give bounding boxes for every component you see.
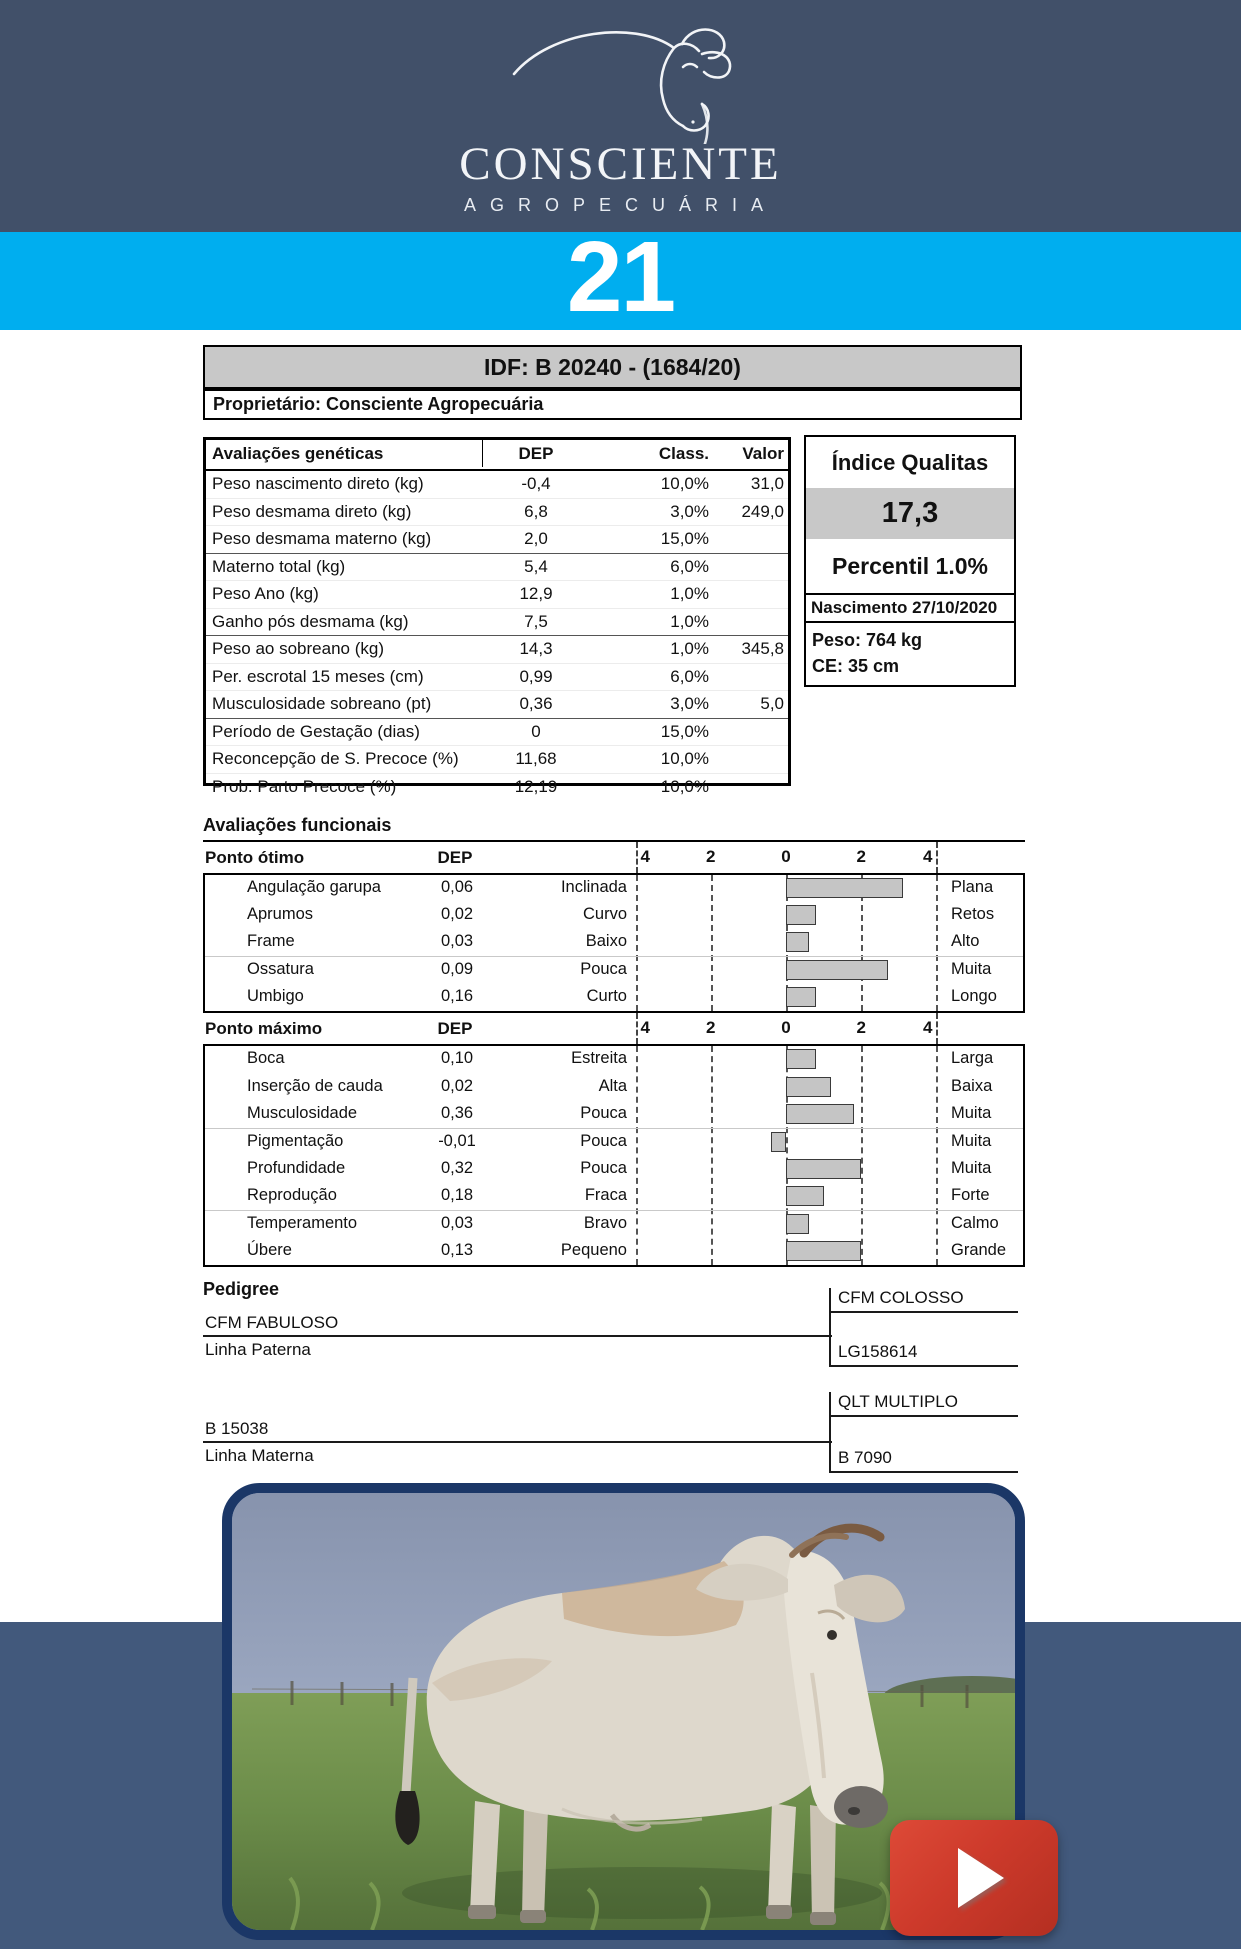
chart-cell: 0,16 xyxy=(440,987,474,1006)
chart-cell: Longo xyxy=(951,987,997,1006)
birth-date: Nascimento 27/10/2020 xyxy=(806,593,1014,621)
axis-tick-label: 4 xyxy=(640,1018,650,1038)
chart-row xyxy=(205,1238,1023,1265)
pedigree-sire: CFM FABULOSO xyxy=(205,1313,339,1332)
chart-cell: 0,02 xyxy=(440,1076,474,1095)
pedigree-maternal-grandsire: QLT MULTIPLO xyxy=(838,1392,958,1411)
genetics-cell: 5,4 xyxy=(524,556,548,576)
pedigree-maternal-granddam: B 7090 xyxy=(838,1448,892,1467)
genetics-cell: 15,0% xyxy=(660,529,709,549)
genetics-header-divider xyxy=(482,440,483,467)
chart-box xyxy=(203,873,1025,1013)
axis-tick-label: 2 xyxy=(856,847,866,866)
chart-bar xyxy=(786,960,888,980)
axis-tick-label: 0 xyxy=(781,1018,791,1038)
chart-cell: Pigmentação xyxy=(247,1131,344,1150)
weight-value: Peso: 764 kg xyxy=(812,630,923,650)
chart-cell: Alta xyxy=(598,1076,627,1095)
pedigree-paternal-grandsire: CFM COLOSSO xyxy=(838,1288,964,1307)
pedigree-line xyxy=(830,1471,1018,1473)
pedigree-connector xyxy=(829,1288,831,1367)
genetics-row xyxy=(206,471,788,499)
chart-cell: Muita xyxy=(951,960,992,979)
axis-tick-label: 2 xyxy=(856,1018,866,1038)
genetics-cell: Peso ao sobreano (kg) xyxy=(212,639,384,659)
chart-cell: 0,02 xyxy=(440,905,474,924)
chart-section-title: Ponto máximo xyxy=(205,1019,323,1039)
chart-dep-header: DEP xyxy=(437,848,473,867)
genetics-cell: 6,8 xyxy=(524,501,548,521)
chart-bar xyxy=(786,1159,861,1179)
genetics-cell: 2,0 xyxy=(524,529,548,549)
genetics-cell: Peso nascimento direto (kg) xyxy=(212,474,424,493)
indice-qualitas-box xyxy=(804,435,1016,687)
pedigree-dam: B 15038 xyxy=(205,1419,269,1438)
chart-cell: Baixa xyxy=(951,1076,993,1095)
genetics-cell: 10,0% xyxy=(660,749,709,769)
indice-value: 17,3 xyxy=(806,488,1014,539)
chart-bar xyxy=(786,1077,831,1097)
genetics-cell: Prob. Parto Precoce (%) xyxy=(212,777,397,797)
brand-subtitle: AGROPECUÁRIA xyxy=(463,195,778,216)
lot-band xyxy=(0,221,1241,333)
genetics-cell: 0,36 xyxy=(519,694,553,714)
genetics-cell: Musculosidade sobreano (pt) xyxy=(212,694,432,714)
genetics-row xyxy=(206,609,788,637)
owner-bar xyxy=(203,389,1022,420)
pedigree-line xyxy=(203,1441,832,1443)
functional-charts xyxy=(203,840,1025,1267)
genetics-rows xyxy=(206,471,788,801)
axis-tick-label: 0 xyxy=(781,847,791,866)
axis-tick-label: 2 xyxy=(706,847,716,866)
chart-bar xyxy=(786,1049,816,1069)
chart-cell: Inclinada xyxy=(560,878,627,896)
idf-title: IDF: B 20240 - (1684/20) xyxy=(484,353,741,380)
chart-cell: Muita xyxy=(951,1158,992,1177)
genetics-cell: 3,0% xyxy=(670,694,709,714)
chart-box xyxy=(203,1044,1025,1267)
chart-cell: 0,18 xyxy=(440,1185,474,1204)
genetics-cell: 10,0% xyxy=(660,777,709,797)
chart-bar xyxy=(771,1132,786,1152)
chart-cell: Pouca xyxy=(580,960,627,979)
chart-cell: Curto xyxy=(586,987,627,1006)
chart-cell: Ossatura xyxy=(247,960,314,979)
chart-cell: Profundidade xyxy=(247,1158,346,1177)
chart-cell: Calmo xyxy=(951,1214,999,1233)
genetics-cell: -0,4 xyxy=(521,474,551,493)
chart-cell: Boca xyxy=(247,1049,285,1068)
genetics-cell: Reconcepção de S. Precoce (%) xyxy=(212,749,459,769)
chart-bar xyxy=(786,987,816,1007)
genetics-row xyxy=(206,499,788,527)
genetics-row xyxy=(206,554,788,582)
genetics-header-dep: DEP xyxy=(518,444,554,463)
chart-cell: Frame xyxy=(247,932,295,951)
chart-cell: 0,06 xyxy=(440,878,474,896)
chart-cell: 0,32 xyxy=(440,1158,474,1177)
genetics-cell: Peso desmama direto (kg) xyxy=(212,501,412,521)
axis-dash xyxy=(636,1013,638,1044)
chart-cell: Pouca xyxy=(580,1158,627,1177)
chart-cell: Inserção de cauda xyxy=(247,1076,383,1095)
genetics-cell: 12,19 xyxy=(514,777,558,797)
genetics-cell: 249,0 xyxy=(741,501,784,521)
chart-row xyxy=(205,984,1023,1011)
chart-row xyxy=(205,875,1023,902)
axis-tick-label: 4 xyxy=(923,1018,933,1038)
genetics-header-class: Class. xyxy=(658,444,709,463)
genetics-row xyxy=(206,664,788,692)
genetics-row xyxy=(206,526,788,554)
chart-row xyxy=(205,929,1023,957)
chart-bar xyxy=(786,932,809,952)
genetics-row xyxy=(206,691,788,719)
genetics-header-label: Avaliações genéticas xyxy=(212,444,384,463)
chart-row xyxy=(205,902,1023,929)
lot-number: 21 xyxy=(566,221,675,333)
chart-cell: 0,10 xyxy=(440,1049,474,1068)
weight-ce-box xyxy=(806,621,1014,685)
chart-section-header xyxy=(203,1013,1025,1044)
chart-cell: Grande xyxy=(951,1241,1007,1260)
chart-row xyxy=(205,1101,1023,1129)
owner-label: Proprietário: Consciente Agropecuária xyxy=(213,394,544,414)
chart-bar xyxy=(786,1186,824,1206)
genetics-table xyxy=(203,437,791,797)
scrotal-circumference-value: CE: 35 cm xyxy=(812,656,900,677)
youtube-play-icon xyxy=(958,1848,1004,1908)
genetics-cell: 6,0% xyxy=(670,556,709,576)
indice-title: Índice Qualitas xyxy=(831,450,989,475)
chart-cell: Larga xyxy=(951,1049,994,1068)
genetics-row xyxy=(206,774,788,801)
genetics-cell: 1,0% xyxy=(670,611,709,631)
pedigree-connector xyxy=(829,1392,831,1473)
genetics-cell: 12,9 xyxy=(519,584,553,604)
pedigree-paternal-granddam: LG158614 xyxy=(838,1342,918,1361)
chart-bar xyxy=(786,1104,854,1124)
chart-cell: 0,03 xyxy=(440,1214,474,1233)
youtube-play-button[interactable] xyxy=(890,1820,1058,1936)
chart-cell: 0,13 xyxy=(440,1241,474,1260)
genetics-cell: 6,0% xyxy=(670,666,709,686)
axis-dash xyxy=(636,842,638,873)
chart-dep-header: DEP xyxy=(437,1019,473,1039)
chart-cell: Temperamento xyxy=(247,1214,358,1233)
genetics-cell: Materno total (kg) xyxy=(212,556,346,576)
chart-bar xyxy=(786,878,903,898)
indice-percentil: Percentil 1.0% xyxy=(832,553,988,579)
genetics-table-header xyxy=(206,440,788,471)
chart-row xyxy=(205,1074,1023,1101)
genetics-cell: 3,0% xyxy=(670,501,709,521)
chart-cell: Muita xyxy=(951,1103,992,1122)
functional-heading: Avaliações funcionais xyxy=(203,815,392,835)
chart-cell: Umbigo xyxy=(247,987,304,1006)
chart-cell: Reprodução xyxy=(247,1185,337,1204)
chart-cell: 0,09 xyxy=(440,960,474,979)
chart-cell: Pouca xyxy=(580,1131,627,1150)
genetics-row xyxy=(206,636,788,664)
pedigree-line xyxy=(203,1335,832,1337)
pedigree-line xyxy=(830,1311,1018,1313)
idf-title-bar xyxy=(203,345,1022,389)
brand-header xyxy=(0,0,1241,232)
chart-cell: Musculosidade xyxy=(247,1103,358,1122)
genetics-cell: 11,68 xyxy=(515,749,557,769)
chart-bar xyxy=(786,1214,809,1234)
genetics-cell: 345,8 xyxy=(741,639,784,659)
genetics-cell: 1,0% xyxy=(670,639,709,659)
genetics-cell: 10,0% xyxy=(660,474,709,493)
chart-cell: Úbere xyxy=(247,1241,292,1260)
chart-section-header xyxy=(203,842,1025,873)
pedigree-heading: Pedigree xyxy=(203,1279,280,1299)
genetics-cell: Período de Gestação (dias) xyxy=(212,721,420,741)
genetics-cell: Peso Ano (kg) xyxy=(212,584,319,604)
chart-cell: Alto xyxy=(951,932,980,951)
pedigree-maternal-line-label: Linha Materna xyxy=(205,1446,314,1465)
chart-row xyxy=(205,1156,1023,1183)
chart-bar xyxy=(786,905,816,925)
chart-cell: Muita xyxy=(951,1131,992,1150)
pedigree-line xyxy=(830,1415,1018,1417)
brand-name: CONSCIENTE xyxy=(459,138,782,190)
chart-row xyxy=(205,1211,1023,1238)
chart-cell: Retos xyxy=(951,905,995,924)
genetics-cell: 31,0 xyxy=(750,474,784,493)
genetics-cell: Per. escrotal 15 meses (cm) xyxy=(212,666,424,686)
axis-tick-label: 4 xyxy=(923,847,933,866)
chart-row xyxy=(205,1183,1023,1211)
genetics-cell: 5,0 xyxy=(760,694,784,714)
genetics-cell: 0 xyxy=(531,721,541,741)
axis-dash xyxy=(936,1013,938,1044)
chart-cell: Fraca xyxy=(584,1185,627,1204)
genetics-cell: 0,99 xyxy=(519,666,553,686)
chart-row xyxy=(205,1129,1023,1156)
chart-cell: Estreita xyxy=(571,1049,627,1068)
genetics-row xyxy=(206,719,788,747)
cattle-logo-icon xyxy=(496,14,746,144)
chart-cell: Pequeno xyxy=(560,1241,627,1260)
pedigree-line xyxy=(830,1365,1018,1367)
chart-cell: Curvo xyxy=(582,905,627,924)
genetics-cell: Ganho pós desmama (kg) xyxy=(212,611,409,631)
chart-cell: Forte xyxy=(951,1185,990,1204)
chart-cell: Pouca xyxy=(580,1103,627,1122)
chart-bar xyxy=(786,1241,861,1261)
chart-row xyxy=(205,1046,1023,1073)
pedigree-paternal-line-label: Linha Paterna xyxy=(205,1340,311,1359)
axis-tick-label: 4 xyxy=(640,847,650,866)
chart-cell: 0,03 xyxy=(440,932,474,951)
chart-cell: Aprumos xyxy=(247,905,314,924)
genetics-cell: 15,0% xyxy=(660,721,709,741)
chart-cell: Baixo xyxy=(585,932,627,951)
chart-cell: -0,01 xyxy=(438,1131,476,1150)
genetics-cell: Peso desmama materno (kg) xyxy=(212,529,432,549)
chart-cell: Angulação garupa xyxy=(247,878,381,896)
genetics-cell: 14,3 xyxy=(519,639,553,659)
genetics-row xyxy=(206,746,788,774)
axis-tick-label: 2 xyxy=(706,1018,716,1038)
genetics-header-valor: Valor xyxy=(742,444,784,463)
genetics-cell: 1,0% xyxy=(670,584,709,604)
chart-section-title: Ponto ótimo xyxy=(205,848,305,867)
chart-cell: Bravo xyxy=(583,1214,627,1233)
genetics-cell: 7,5 xyxy=(524,611,548,631)
chart-cell: 0,36 xyxy=(440,1103,474,1122)
genetics-row xyxy=(206,581,788,609)
chart-cell: Plana xyxy=(951,878,994,896)
axis-dash xyxy=(936,842,938,873)
chart-row xyxy=(205,957,1023,984)
